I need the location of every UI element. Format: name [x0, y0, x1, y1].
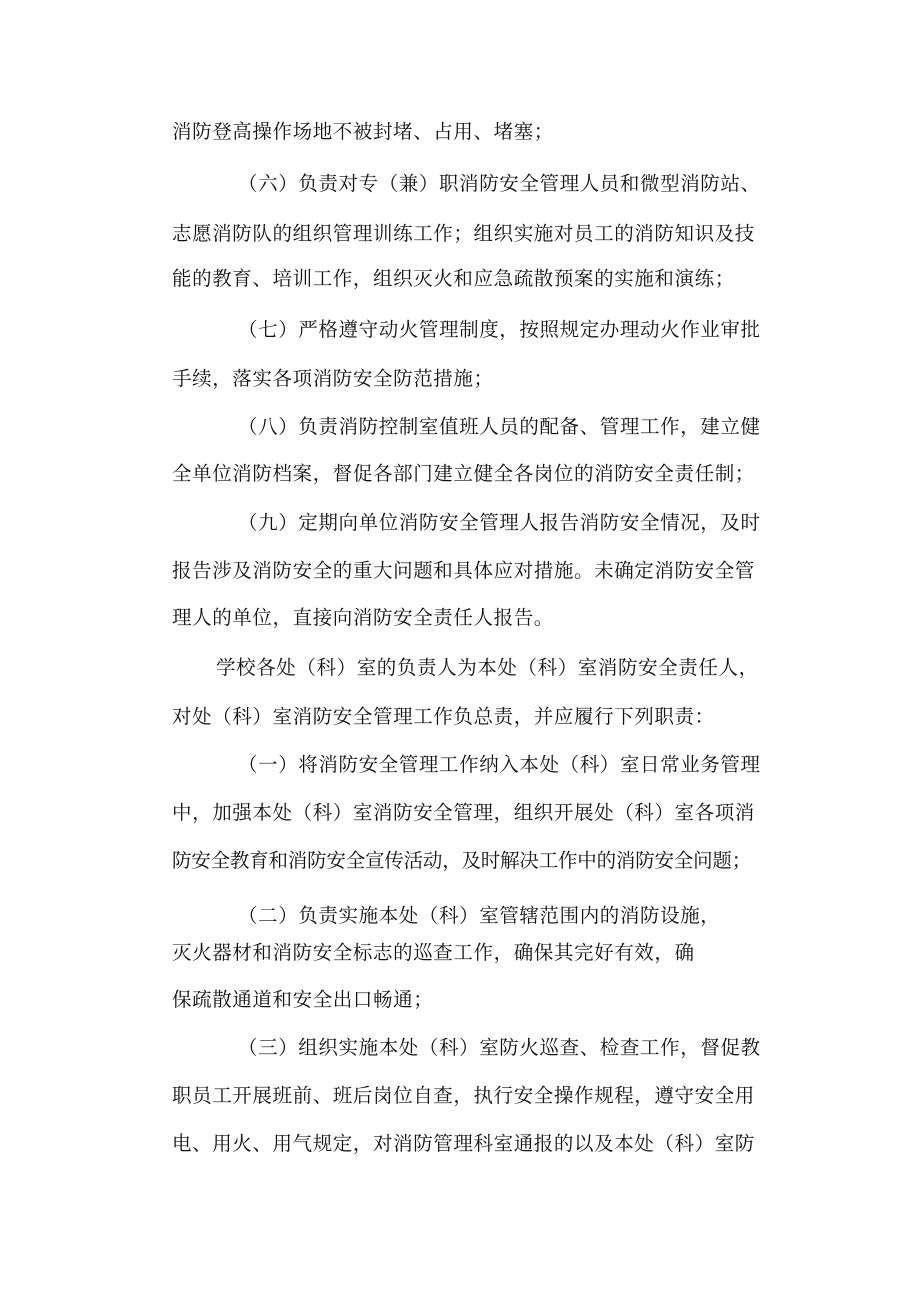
text-line: （三）组织实施本处（科）室防火巡查、检查工作，督促教: [238, 1036, 761, 1059]
text-line: （六）负责对专（兼）职消防安全管理人员和微型消防站、: [238, 172, 761, 195]
text-line: （七）严格遵守动火管理制度，按照规定办理动火作业审批: [238, 318, 761, 341]
text-line: 灭火器材和消防安全标志的巡查工作，确保其完好有效，确: [172, 941, 695, 964]
text-line: 理人的单位，直接向消防安全责任人报告。: [172, 606, 554, 629]
text-line: 报告涉及消防安全的重大问题和具体应对措施。未确定消防安全管: [172, 559, 755, 582]
text-line: 能的教育、培训工作，组织灭火和应急疏散预案的实施和演练；: [172, 267, 735, 290]
text-line: （一）将消防安全管理工作纳入本处（科）室日常业务管理: [238, 753, 761, 776]
text-line: 职员工开展班前、班后岗位自查，执行安全操作规程，遵守安全用: [172, 1084, 755, 1107]
text-line: 防安全教育和消防安全宣传活动，及时解决工作中的消防安全问题；: [172, 849, 752, 872]
text-line: 对处（科）室消防安全管理工作负总责，并应履行下列职责：: [172, 705, 715, 728]
text-line: （八）负责消防控制室值班人员的配备、管理工作，建立健: [238, 415, 761, 438]
text-line: 学校各处（科）室的负责人为本处（科）室消防安全责任人，: [216, 656, 759, 679]
text-line: 中，加强本处（科）室消防安全管理，组织开展处（科）室各项消: [172, 801, 755, 824]
text-line: 消防登高操作场地不被封堵、占用、堵塞；: [172, 120, 554, 143]
text-line: 手续，落实各项消防安全防范措施；: [172, 367, 494, 390]
text-line: 电、用火、用气规定，对消防管理科室通报的以及本处（科）室防: [172, 1132, 755, 1155]
text-line: 保疏散通道和安全出口畅通；: [172, 988, 434, 1011]
text-line: 志愿消防队的组织管理训练工作；组织实施对员工的消防知识及技: [172, 222, 755, 245]
text-line: （二）负责实施本处（科）室管辖范围内的消防设施，: [238, 904, 721, 927]
text-line: （九）定期向单位消防安全管理人报告消防安全情况，及时: [238, 511, 761, 534]
text-line: 全单位消防档案，督促各部门建立健全各岗位的消防安全责任制；: [172, 462, 755, 485]
